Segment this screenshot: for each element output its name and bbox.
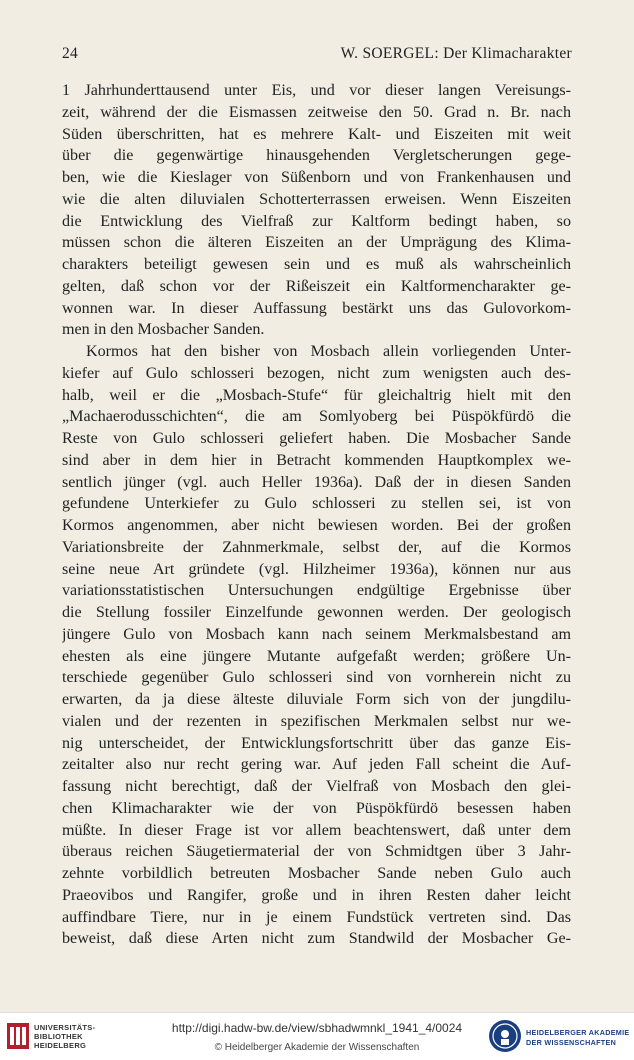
text-line: halb, weil er die „Mosbach-Stufe“ für gleichaltrig hielt mit den: [62, 386, 571, 404]
text-line: jüngere Gulo von Mosbach kann nach seinem Merkmalsbestand am: [62, 625, 571, 643]
text-line: „Machaerodusschichten“, die am Somlyoberg bei Püspökfürdö die: [62, 408, 571, 426]
text-line: wie die alten diluvialen Schotterterrassen erweisen. Wenn Eiszeiten: [62, 190, 571, 208]
text-line: zehnte vorbildlich betreuten Mosbacher Sande neben Gulo auch: [62, 865, 571, 882]
text-line: gefundene Unterkiefer zu Gulo schlosseri zu stellen sei, ist von: [62, 495, 571, 513]
text-line: Kormos hat den bisher von Mosbach allein vorliegenden Unter-: [86, 343, 571, 360]
text-line: chen Klimacharakter wie der von Püspökfürdö besessen haben: [62, 799, 571, 817]
text-line: müßte. In dieser Frage ist vor allem beachtenswert, daß unter dem: [62, 821, 571, 839]
text-line: die Stellung fossiler Einzelfunde gewonnen werden. Der geologisch: [62, 604, 571, 621]
body-text: [62, 80, 571, 950]
text-line: 1 Jahrhunderttausend unter Eis, und vor dieser langen Vereisungs-: [62, 82, 571, 99]
text-line: nig unterscheidet, der Entwicklungsfortschritt über das ganze Eis-: [62, 734, 571, 752]
text-line: men in den Mosbacher Sanden.: [62, 321, 265, 339]
text-line: Süden überschritten, hat es mehrere Kalt- und Eiszeiten mit weit: [62, 125, 571, 143]
text-line: erwarten, da ja diese älteste diluviale Form sich von der jungdilu-: [62, 691, 571, 708]
text-line: müssen schon die älteren Eiszeiten an der Umprägung des Klima-: [62, 234, 571, 252]
text-line: charakters beteiligt gewesen sein und es muß als wahrscheinlich: [62, 256, 571, 273]
text-line: Kormos angenommen, aber nicht bewiesen worden. Bei der großen: [62, 517, 571, 534]
university-library-name: UNIVERSITÄTS- BIBLIOTHEK HEIDELBERG: [34, 1023, 96, 1050]
viewer-footer: [0, 1012, 634, 1060]
academy-seal-icon: [488, 1019, 522, 1053]
text-line: zeit, während der die Eismassen zeitweise den 50. Grad n. Br. nach: [62, 103, 571, 121]
text-line: wonnen war. In dieser Auffassung bestärkt uns das Gulovorkom-: [62, 299, 571, 317]
academy-name: HEIDELBERGER AKADEMIE DER WISSENSCHAFTEN: [526, 1028, 630, 1047]
text-line: zeitalter also nur recht gering war. Auf jeden Fall scheint die Auf-: [62, 756, 571, 774]
copyright-notice: © Heidelberger Akademie der Wissenschaften: [214, 1042, 420, 1053]
text-line: seine neue Art gründete (vgl. Hilzheimer 1936a), können nur aus: [62, 560, 571, 578]
text-line: kiefer auf Gulo schlosseri bezogen, nicht zum wenigsten auch des-: [62, 364, 571, 382]
text-line: ehesten als eine jüngere Mutante aufgefaßt werden; größere Un-: [62, 647, 571, 665]
text-line: die Entwicklung des Vielfraß zur Kaltform bedingt haben, so: [62, 212, 571, 230]
text-line: beweist, daß diese Arten nicht zum Standwild der Mosbacher Ge-: [62, 930, 571, 948]
text-line: sind aber in dem hier in Betracht kommenden Hauptkomplex we-: [62, 451, 571, 469]
text-line: ben, wie die Kieslager von Süßenborn und von Frankenhausen und: [62, 169, 571, 186]
text-line: fassung nicht berechtigt, daß der Vielfraß von Mosbach den glei-: [62, 778, 571, 795]
text-line: auffindbare Tiere, nur in je einem Fundstück vertreten sind. Das: [62, 908, 571, 926]
text-line: Reste von Gulo schlosseri geliefert haben. Die Mosbacher Sande: [62, 430, 571, 447]
page-number: 24: [62, 45, 79, 62]
text-line: Variationsbreite der Zahnmerkmale, selbst der, auf die Kormos: [62, 538, 571, 556]
text-line: überaus reichen Säugetiermaterial der von Schmidtgen über 3 Jahr-: [62, 843, 571, 861]
text-line: variationsstatistischen Untersuchungen endgültige Ergebnisse über: [62, 582, 571, 600]
text-line: Praeovibos und Rangifer, große und in ihren Resten daher leicht: [62, 886, 571, 904]
permalink-url[interactable]: http://digi.hadw-bw.de/view/sbhadwmnkl_1941_4/0024: [171, 1021, 463, 1035]
text-line: vialen und der rezenten in spezifischen Merkmalen selbst nur we-: [62, 712, 571, 730]
text-line: gelten, daß schon vor der Rißeiszeit ein Kaltformencharakter ge-: [62, 277, 571, 295]
running-title: W. SOERGEL: Der Klimacharakter: [340, 45, 572, 62]
text-line: über die gegenwärtige hinausgehenden Vergletscherungen gege-: [62, 147, 571, 165]
text-line: sentlich jünger (vgl. auch Heller 1936a). Daß der in diesen Sanden: [62, 473, 571, 491]
page-header: [62, 45, 572, 67]
text-line: terschiede gegenüber Gulo schlosseri sind von vornherein nicht zu: [62, 669, 571, 687]
